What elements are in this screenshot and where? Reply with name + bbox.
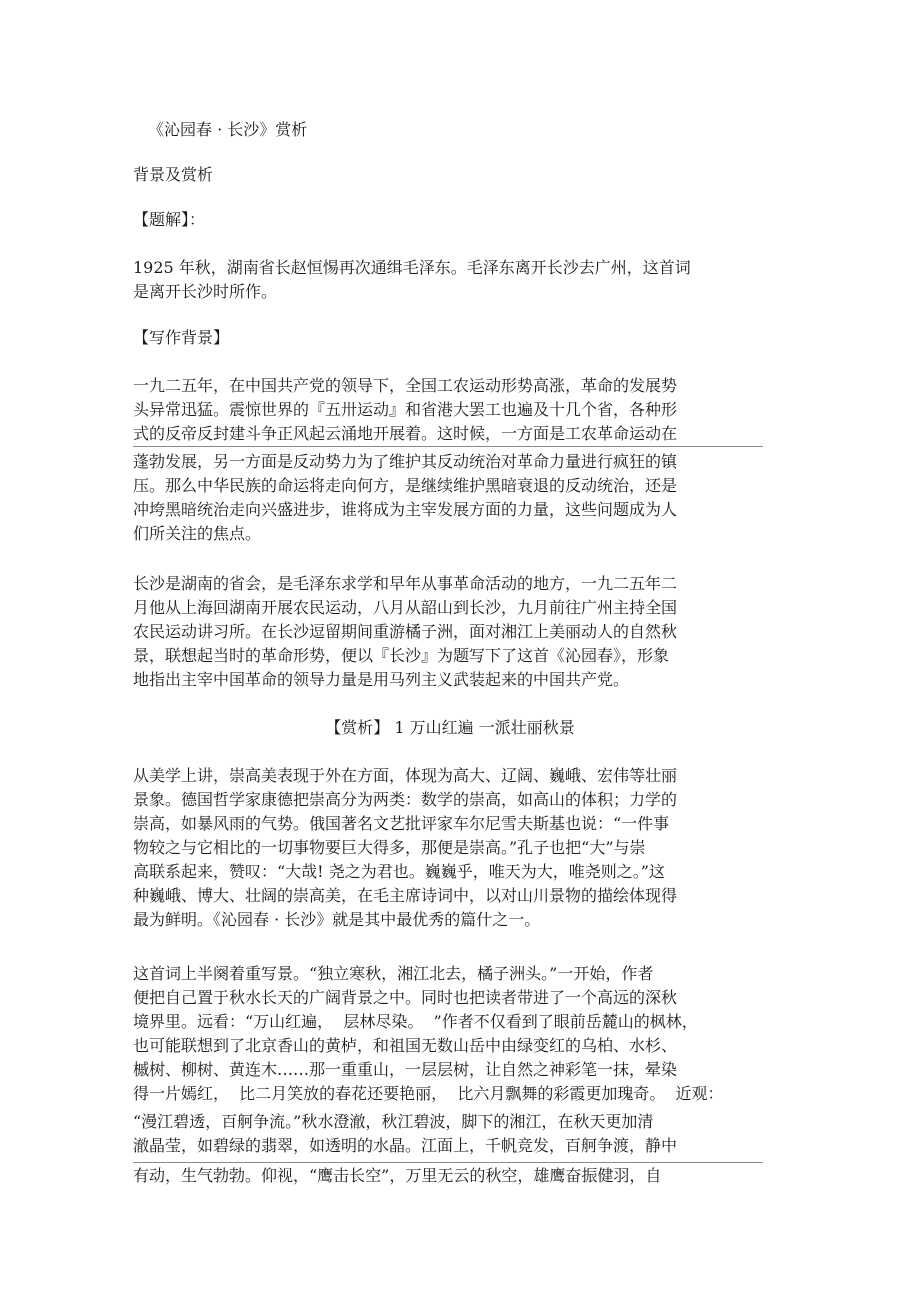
background-line: 式的反帝反封建斗争正风起云涌地开展着。这时候，一方面是工农革命运动在 bbox=[133, 424, 678, 443]
appreciation-line: 便把自己置于秋水长天的广阔背景之中。同时也把读者带进了一个高远的深秋 bbox=[133, 988, 678, 1007]
background-line: 长沙是湖南的省会，是毛泽东求学和早年从事革命活动的地方，一九二五年二 bbox=[133, 574, 678, 593]
background-line: 压。那么中华民族的命运将走向何方，是继续维护黑暗衰退的反动统治，还是 bbox=[133, 476, 678, 495]
heading-tijie: 【题解】： bbox=[133, 210, 206, 229]
page-break-rule bbox=[133, 446, 763, 447]
doc-subtitle: 背景及赏析 bbox=[133, 165, 214, 184]
background-line: 蓬勃发展，另一方面是反动势力为了维护其反动统治对革命力量进行疯狂的镇 bbox=[133, 452, 678, 471]
background-line: 头异常迅猛。震惊世界的『五卅运动』和省港大罢工也遍及十几个省，各种形 bbox=[133, 400, 678, 419]
background-line: 农民运动讲习所。在长沙逗留期间重游橘子洲，面对湘江上美丽动人的自然秋 bbox=[133, 622, 678, 641]
heading-background: 【写作背景】 bbox=[133, 328, 230, 347]
appreciation-line: 高联系起来，赞叹：“大哉! 尧之为君也。巍巍乎，唯天为大，唯尧则之。”这 bbox=[133, 862, 665, 881]
doc-title: 《沁园春 · 长沙》赏析 bbox=[148, 120, 308, 139]
appreciation-line: 景象。德国哲学家康德把崇高分为两类：数学的崇高，如高山的体积；力学的 bbox=[133, 790, 678, 809]
appreciation-line: 从美学上讲，崇高美表现于外在方面，体现为高大、辽阔、巍峨、宏伟等壮丽 bbox=[133, 766, 678, 785]
tijie-line: 1925 年秋，湖南省长赵恒惕再次通缉毛泽东。毛泽东离开长沙去广州，这首词 bbox=[133, 258, 691, 277]
appreciation-line: 有动，生气勃勃。仰视，“鹰击长空”，万里无云的秋空，雄鹰奋振健羽，自 bbox=[133, 1166, 662, 1185]
appreciation-line: 境界里。远看：“万山红遍， 层林尽染。 ”作者不仅看到了眼前岳麓山的枫林， bbox=[133, 1012, 698, 1031]
background-line: 们所关注的焦点。 bbox=[133, 524, 262, 543]
appreciation-line: 也可能联想到了北京香山的黄栌，和祖国无数山岳中由绿变红的乌柏、水杉、 bbox=[133, 1036, 678, 1055]
appreciation-line: 物较之与它相比的一切事物要巨大得多，那便是崇高。”孔子也把“大”与崇 bbox=[133, 838, 646, 857]
background-line: 景，联想起当时的革命形势，便以『长沙』为题写下了这首《沁园春》，形象 bbox=[133, 646, 670, 665]
page-break-rule bbox=[133, 1162, 763, 1163]
appreciation-line: 种巍峨、博大、壮阔的崇高美，在毛主席诗词中，以对山川景物的描绘体现得 bbox=[133, 886, 678, 905]
background-line: 冲垮黑暗统治走向兴盛进步，谁将成为主宰发展方面的力量，这些问题成为人 bbox=[133, 500, 678, 519]
appreciation-line: 槭树、柳树、黄连木……那一重重山，一层层树，让自然之神彩笔一抹，晕染 bbox=[133, 1060, 678, 1079]
tijie-line: 是离开长沙时所作。 bbox=[133, 282, 278, 301]
heading-appreciation: 【赏析】 1 万山红遍 一派壮丽秋景 bbox=[325, 718, 575, 737]
appreciation-line: 崇高，如暴风雨的气势。俄国著名文艺批评家车尔尼雪夫斯基也说：“一件事 bbox=[133, 814, 670, 833]
background-line: 一九二五年，在中国共产党的领导下，全国工农运动形势高涨，革命的发展势 bbox=[133, 376, 678, 395]
appreciation-line: 得一片嫣红， 比二月笑放的春花还要艳丽， 比六月飘舞的彩霞更加瑰奇。 近观： bbox=[133, 1084, 724, 1103]
appreciation-line: 澈晶莹，如碧绿的翡翠，如透明的水晶。江面上，千帆竞发，百舸争渡，静中 bbox=[133, 1136, 678, 1155]
background-line: 地指出主宰中国革命的领导力量是用马列主义武装起来的中国共产党。 bbox=[133, 670, 630, 689]
appreciation-line: “漫江碧透，百舸争流。”秋水澄澈，秋江碧波，脚下的湘江，在秋天更加清 bbox=[133, 1112, 654, 1131]
appreciation-line: 这首词上半阕着重写景。“独立寒秋，湘江北去，橘子洲头。”一开始，作者 bbox=[133, 964, 654, 983]
background-line: 月他从上海回湖南开展农民运动，八月从韶山到长沙，九月前往广州主持全国 bbox=[133, 598, 678, 617]
appreciation-line: 最为鲜明。《沁园春 · 长沙》就是其中最优秀的篇什之一。 bbox=[133, 910, 541, 929]
